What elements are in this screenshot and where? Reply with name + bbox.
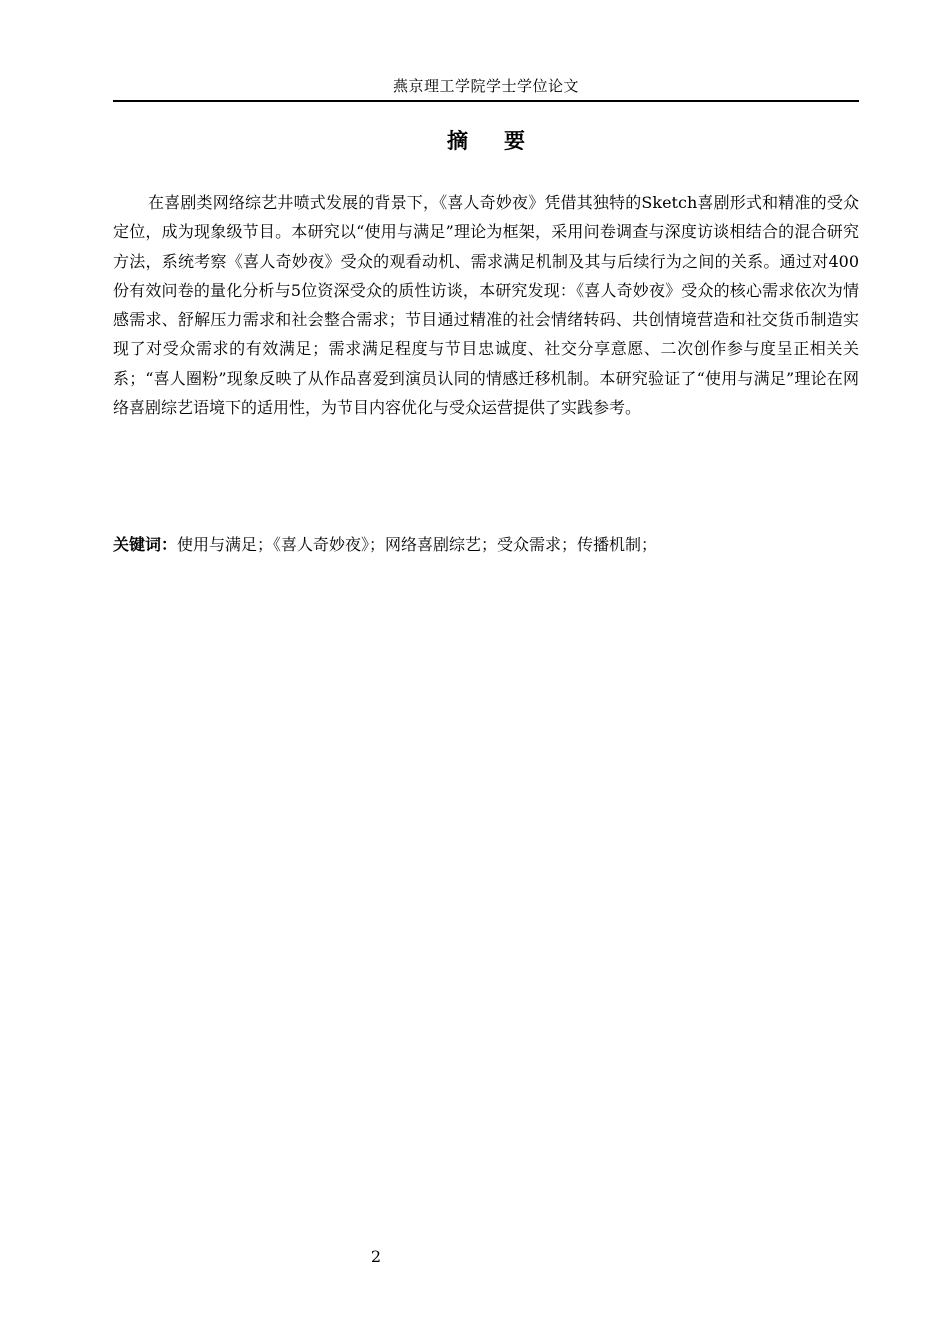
keywords-value: 使用与满足；《喜人奇妙夜》；网络喜剧综艺；受众需求；传播机制； [177,535,658,554]
header-rule [113,100,859,102]
abstract-body: 在喜剧类网络综艺井喷式发展的背景下，《喜人奇妙夜》凭借其独特的Sketch喜剧形式和精准的受众定位，成为现象级节目。本研究以“使用与满足”理论为框架，采用问卷调查与深度访谈相结合的混合研究方法，系统考察《喜人奇妙夜》受众的观看动机、需求满足机制及其与后续行为之间的关系。通过对400份有效问卷的量化分析与5位资深受众的质性访谈，本研究发现：《喜人奇妙夜》受众的核心需求依次为情感需求、舒解压力需求和社会整合需求；节目通过精准的社会情绪转码、共创情境营造和社交货币制造实现了对受众需求的有效满足；需求满足程度与节目忠诚度、社交分享意愿、二次创作参与度呈正相关关系；“喜人圈粉”现象反映了从作品喜爱到演员认同的情感迁移机制。本研究验证了“使用与满足”理论在网络喜剧综艺语境下的适用性，为节目内容优化与受众运营提供了实践参考。 [113,193,859,418]
running-header: 燕京理工学院学士学位论文 [392,77,579,95]
page-number: 2 [370,1247,382,1266]
keywords-line [113,532,859,558]
abstract-title: 摘要 [447,129,561,153]
keywords-label: 关键词： [113,535,178,554]
